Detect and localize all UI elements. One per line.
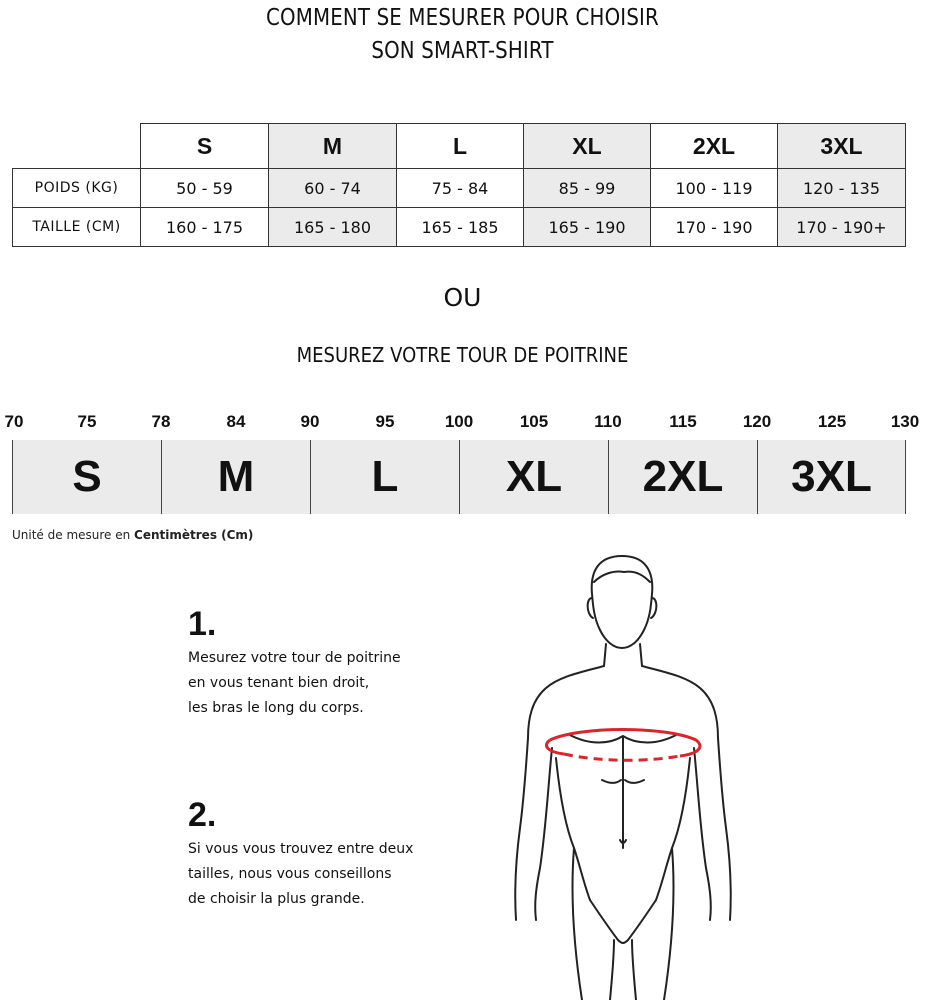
chest-segment-l: L <box>310 440 459 514</box>
height-cell-m: 165 - 180 <box>269 208 397 247</box>
size-header-2xl: 2XL <box>651 124 778 169</box>
tick-label: 100 <box>444 412 474 431</box>
size-header-row <box>13 124 906 169</box>
abs-left <box>602 780 621 783</box>
weight-cell-xl: 85 - 99 <box>524 169 651 208</box>
height-cell-l: 165 - 185 <box>397 208 524 247</box>
height-cell-xl: 165 - 190 <box>524 208 651 247</box>
left-inner-arm <box>535 748 552 920</box>
weight-cell-l: 75 - 84 <box>397 169 524 208</box>
step-2 <box>188 797 413 912</box>
tick-label: 78 <box>151 412 171 431</box>
row-label-weight: POIDS (KG) <box>13 169 141 208</box>
chest-segment-2xl: 2XL <box>608 440 757 514</box>
table-row-height <box>13 208 906 247</box>
hairline <box>594 571 650 582</box>
row-label-height: TAILLE (CM) <box>13 208 141 247</box>
neck-left <box>604 644 606 666</box>
size-header-l: L <box>397 124 524 169</box>
height-cell-s: 160 - 175 <box>141 208 269 247</box>
neck-right <box>640 644 642 666</box>
tick-label: 84 <box>226 412 246 431</box>
tick-label: 115 <box>669 412 697 431</box>
body-figure-illustration <box>490 548 740 1000</box>
step-line: en vous tenant bien droit, <box>188 675 370 691</box>
tick-label: 120 <box>742 412 772 431</box>
chest-size-scale <box>12 440 906 514</box>
or-separator: OU <box>443 283 482 312</box>
title-line-2: SON SMART-SHIRT <box>371 38 554 64</box>
step-1 <box>188 606 401 721</box>
right-inner-arm <box>694 748 711 920</box>
head-outline <box>592 556 653 648</box>
tick-label: 125 <box>817 412 847 431</box>
size-table <box>12 123 906 247</box>
height-cell-3xl: 170 - 190+ <box>778 208 906 247</box>
tick-label: 110 <box>594 412 622 431</box>
step-line: de choisir la plus grande. <box>188 891 365 907</box>
chest-segment-3xl: 3XL <box>757 440 906 514</box>
chest-segment-xl: XL <box>459 440 608 514</box>
height-cell-2xl: 170 - 190 <box>651 208 778 247</box>
step-line: Si vous vous trouvez entre deux <box>188 841 414 857</box>
tick-label: 130 <box>890 412 920 431</box>
chest-segment-s: S <box>12 440 161 514</box>
abs-right <box>625 780 644 783</box>
weight-cell-s: 50 - 59 <box>141 169 269 208</box>
tick-label: 95 <box>375 412 395 431</box>
table-corner <box>13 124 141 169</box>
right-leg-inner <box>632 940 636 1000</box>
step-number: 1. <box>188 605 217 643</box>
unit-note-unit: Centimètres (Cm) <box>134 528 254 542</box>
size-header-m: M <box>269 124 397 169</box>
chest-scale-ticks <box>0 412 925 434</box>
left-leg-inner <box>610 940 614 1000</box>
title-line-1: COMMENT SE MESURER POUR CHOISIR <box>266 5 659 31</box>
size-header-s: S <box>141 124 269 169</box>
band-left-end <box>546 740 564 754</box>
page-title <box>65 2 861 68</box>
unit-note-prefix: Unité de mesure en <box>12 528 135 542</box>
step-line: Mesurez votre tour de poitrine <box>188 650 401 666</box>
tick-label: 105 <box>519 412 549 431</box>
tick-label: 90 <box>300 412 320 431</box>
step-text <box>188 837 413 912</box>
size-header-3xl: 3XL <box>778 124 906 169</box>
step-line: tailles, nous vous conseillons <box>188 866 392 882</box>
weight-cell-m: 60 - 74 <box>269 169 397 208</box>
tick-label: 75 <box>77 412 97 431</box>
groin <box>590 900 656 943</box>
size-header-xl: XL <box>524 124 651 169</box>
weight-cell-2xl: 100 - 119 <box>651 169 778 208</box>
step-text <box>188 646 401 721</box>
table-row-weight <box>13 169 906 208</box>
weight-cell-3xl: 120 - 135 <box>778 169 906 208</box>
chest-title: MESUREZ VOTRE TOUR DE POITRINE <box>296 343 629 367</box>
tick-label: 70 <box>4 412 24 431</box>
step-number: 2. <box>188 796 217 834</box>
step-line: les bras le long du corps. <box>188 700 364 716</box>
band-front <box>550 730 700 757</box>
chest-segment-m: M <box>161 440 310 514</box>
unit-note <box>12 528 253 542</box>
